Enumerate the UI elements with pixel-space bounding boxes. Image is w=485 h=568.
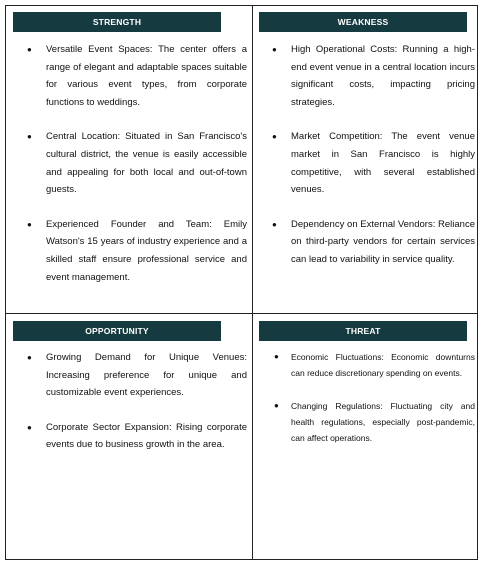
bullet-icon: ● (272, 219, 277, 229)
weakness-list (272, 41, 475, 269)
bullet-icon: ● (274, 401, 279, 410)
weakness-item: ● Dependency on External Vendors: Reliance on third-party vendors for certain services can lead to variability in service quality. (272, 216, 475, 269)
opportunity-item: ● Corporate Sector Expansion: Rising corporate events due to business growth in the area. (27, 419, 247, 454)
column-divider (252, 5, 253, 560)
bullet-icon: ● (27, 219, 32, 229)
bullet-icon: ● (27, 422, 32, 432)
opportunity-list (27, 349, 247, 454)
bullet-icon: ● (274, 352, 279, 361)
opportunity-header: OPPORTUNITY (13, 321, 221, 341)
threat-list (274, 349, 475, 446)
strength-item: ● Experienced Founder and Team: Emily Watson's 15 years of industry experience and a skilled staff ensure professional service and event management. (27, 216, 247, 286)
threat-header: THREAT (259, 321, 467, 341)
bullet-icon: ● (272, 45, 277, 54)
bullet-icon: ● (272, 132, 277, 142)
weakness-header: WEAKNESS (259, 12, 467, 32)
opportunity-item: ● Growing Demand for Unique Venues: Increasing preference for unique and customizable event experiences. (27, 349, 247, 402)
strength-item: ● Versatile Event Spaces: The center offers a range of elegant and adaptable spaces suitable for various event types, from corporate functions to weddings. (27, 41, 247, 111)
bullet-icon: ● (27, 45, 32, 54)
threat-item: ● Economic Fluctuations: Economic downturns can reduce discretionary spending on events. (274, 349, 475, 381)
threat-item: ● Changing Regulations: Fluctuating city and health regulations, especially post-pandemic, can affect operations. (274, 398, 475, 446)
bullet-icon: ● (27, 353, 32, 362)
weakness-item: ● High Operational Costs: Running a high-end event venue in a central location incurs significant costs, impacting pricing strategies. (272, 41, 475, 111)
row-divider (5, 313, 478, 314)
strength-item: ● Central Location: Situated in San Francisco's cultural district, the venue is easily accessible and appealing for both local and out-of-town guests. (27, 128, 247, 198)
bullet-icon: ● (27, 132, 32, 142)
strength-list (27, 41, 247, 286)
strength-header: STRENGTH (13, 12, 221, 32)
weakness-item: ● Market Competition: The event venue market in San Francisco is highly competitive, with several established venues. (272, 128, 475, 198)
